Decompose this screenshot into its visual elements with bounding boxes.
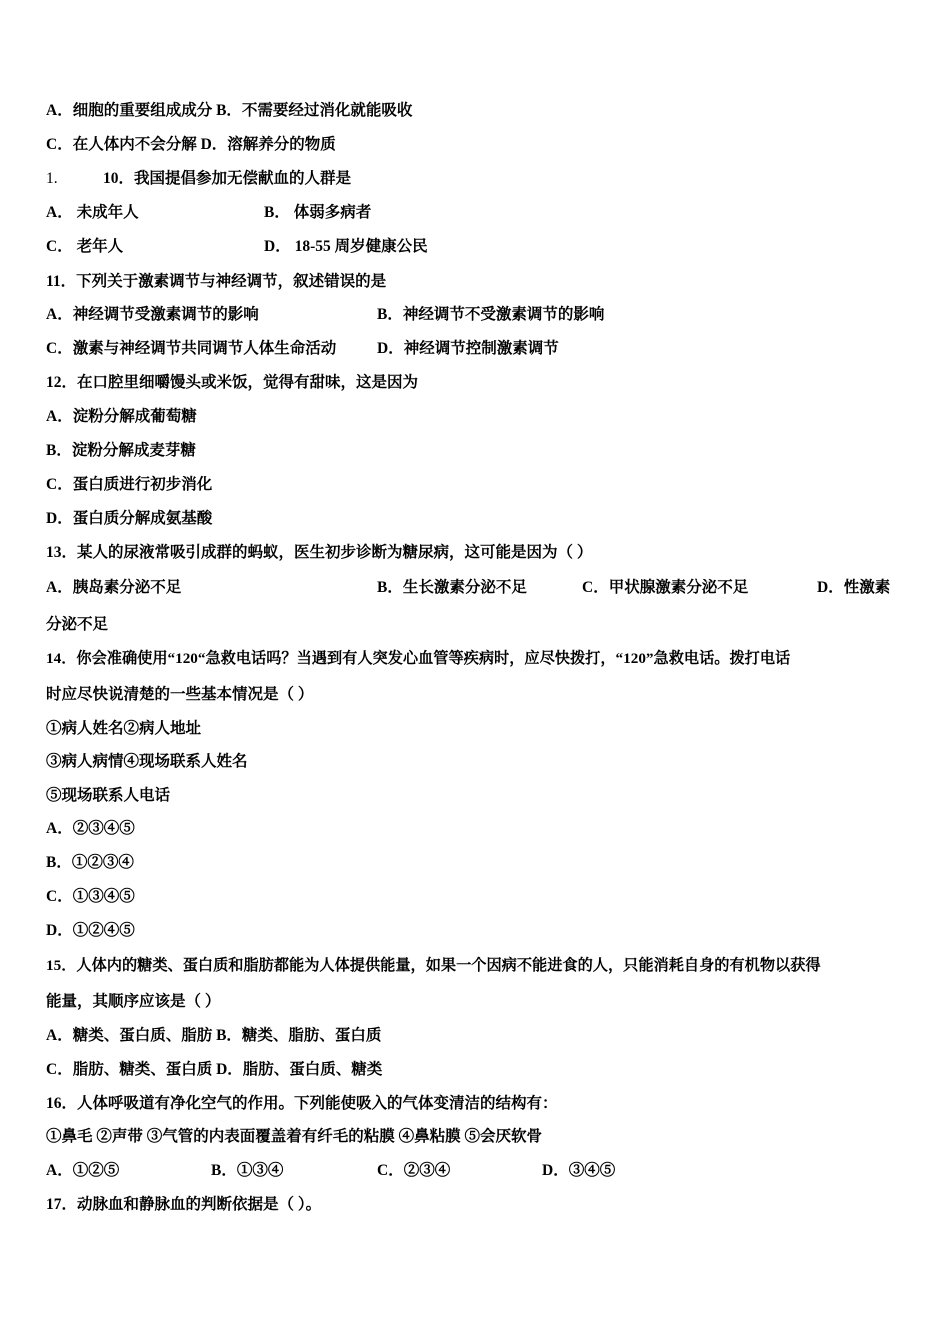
q16-items: ①鼻毛 ②声带 ③气管的内表面覆盖着有纤毛的粘膜 ④鼻粘膜 ⑤会厌软骨 — [46, 1128, 543, 1145]
q14-stem-line2: 时应尽快说清楚的一些基本情况是（ ） — [46, 686, 314, 703]
q10-option-a: A． 未成年人 — [46, 204, 139, 221]
q11-option-d: D．神经调节控制激素调节 — [377, 340, 559, 357]
q12-option-b: B．淀粉分解成麦芽糖 — [46, 442, 196, 459]
q12-option-a: A．淀粉分解成葡萄糖 — [46, 408, 197, 425]
q14-item-2: ③病人病情④现场联系人姓名 — [46, 753, 248, 770]
q10-option-d: D． 18-55 周岁健康公民 — [264, 238, 428, 255]
q14-item-1: ①病人姓名②病人地址 — [46, 720, 202, 737]
q16-option-d: D．③④⑤ — [542, 1162, 616, 1179]
q10-options-cd — [46, 237, 906, 257]
q14-option-a: A．②③④⑤ — [46, 820, 135, 837]
q12-option-d: D．蛋白质分解成氨基酸 — [46, 510, 213, 527]
q16-stem: 16．人体呼吸道有净化空气的作用。下列能使吸入的气体变清洁的结构有： — [46, 1095, 558, 1112]
q9-options-cd: C．在人体内不会分解 D．溶解养分的物质 — [46, 136, 336, 153]
q10-stem: 10．我国提倡参加无偿献血的人群是 — [103, 170, 352, 187]
q15-options-ab: A．糖类、蛋白质、脂肪 B．糖类、脂肪、蛋白质 — [46, 1027, 382, 1044]
q16-option-c: C．②③④ — [377, 1162, 451, 1179]
q16-options — [46, 1161, 906, 1181]
q14-option-b: B．①②③④ — [46, 854, 134, 871]
q13-option-c: C．甲状腺激素分泌不足 — [582, 579, 749, 596]
list-number: 1. — [46, 170, 58, 187]
q10-stem-row — [46, 169, 906, 189]
q13-option-a: A．胰岛素分泌不足 — [46, 579, 182, 596]
q9-options-ab: A．细胞的重要组成成分 B．不需要经过消化就能吸收 — [46, 102, 413, 119]
q13-stem: 13．某人的尿液常吸引成群的蚂蚁，医生初步诊断为糖尿病，这可能是因为（ ） — [46, 544, 593, 561]
q13-option-d-continued: 分泌不足 — [46, 616, 109, 633]
q14-option-d: D．①②④⑤ — [46, 922, 135, 939]
q13-option-d: D．性激素 — [817, 579, 891, 596]
q15-stem-line2: 能量，其顺序应该是（ ） — [46, 993, 221, 1010]
q11-options-cd — [46, 339, 906, 359]
q14-item-3: ⑤现场联系人电话 — [46, 787, 171, 804]
q12-stem: 12．在口腔里细嚼馒头或米饭，觉得有甜味，这是因为 — [46, 374, 419, 391]
q13-option-b: B．生长激素分泌不足 — [377, 579, 527, 596]
q11-option-b: B．神经调节不受激素调节的影响 — [377, 306, 605, 323]
q10-option-b: B． 体弱多病者 — [264, 204, 372, 221]
q11-option-c: C．激素与神经调节共同调节人体生命活动 — [46, 340, 337, 357]
q14-option-c: C．①③④⑤ — [46, 888, 135, 905]
q16-option-a: A．①②⑤ — [46, 1162, 120, 1179]
q12-option-c: C．蛋白质进行初步消化 — [46, 476, 213, 493]
q14-stem-line1: 14．你会准确使用“120“急救电话吗？当遇到有人突发心血管等疾病时，应尽快拨打，“120”急救电话。拨打电话 — [46, 650, 791, 667]
q11-stem: 11．下列关于激素调节与神经调节，叙述错误的是 — [46, 273, 387, 290]
q10-options-ab — [46, 203, 906, 223]
q17-stem: 17．动脉血和静脉血的判断依据是（ ）。 — [46, 1196, 322, 1213]
q13-options — [46, 578, 906, 598]
q11-option-a: A．神经调节受激素调节的影响 — [46, 306, 259, 323]
q15-stem-line1: 15．人体内的糖类、蛋白质和脂肪都能为人体提供能量，如果一个因病不能进食的人，只能消耗自身的有机物以获得 — [46, 957, 821, 974]
q16-option-b: B．①③④ — [211, 1162, 284, 1179]
q10-option-c: C． 老年人 — [46, 238, 124, 255]
q11-options-ab — [46, 305, 906, 325]
q15-options-cd: C．脂肪、糖类、蛋白质 D．脂肪、蛋白质、糖类 — [46, 1061, 383, 1078]
